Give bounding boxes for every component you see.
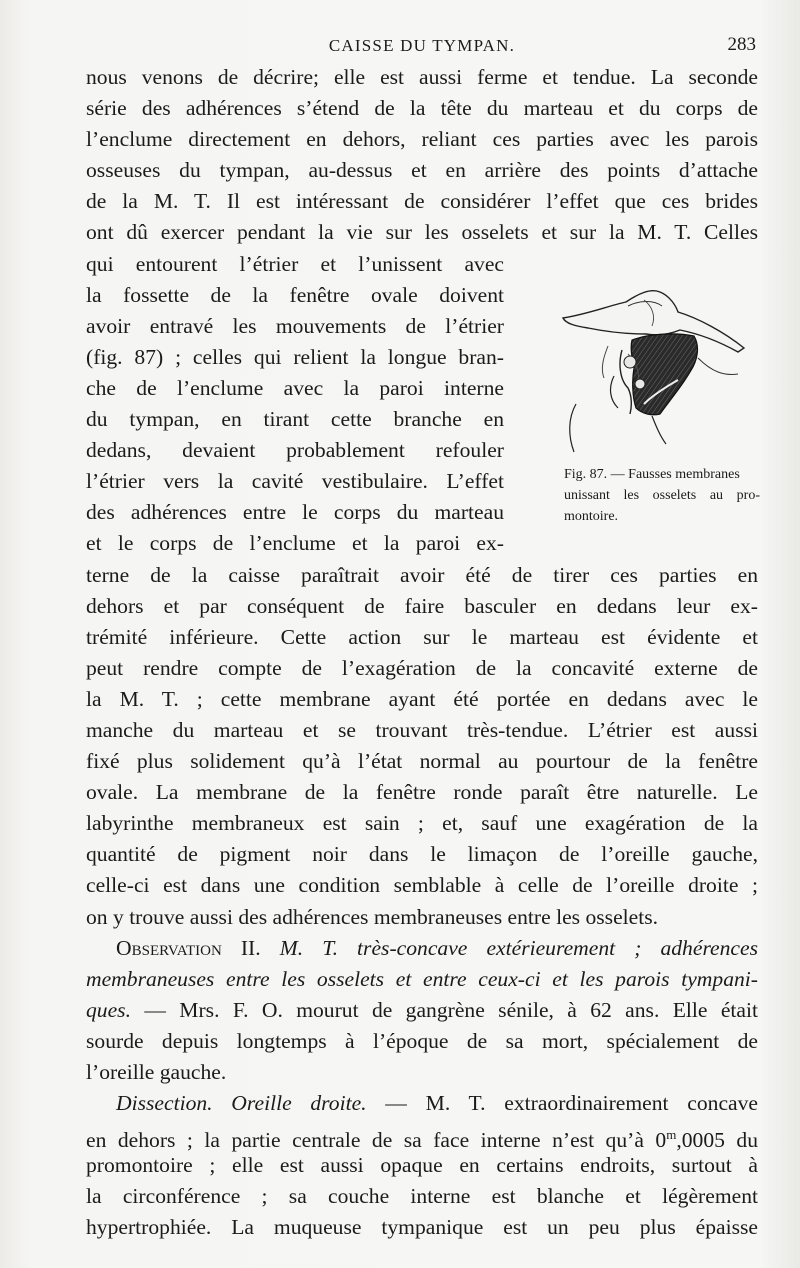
text-line: de la M. T. Il est intéressant de considérer l’effet que ces brides [86,189,758,214]
text-line: celle-ci est dans une condition semblable à celle de l’oreille droite ; [86,873,758,898]
text-line: on y trouve aussi des adhérences membraneuses entre les osselets. [86,904,659,929]
text-line: des adhérences entre le corps du marteau [86,500,504,525]
text-line: ont dû exercer pendant la vie sur les osselets et sur la M. T. Celles [86,220,758,245]
text-line: che de l’enclume avec la paroi interne [86,375,504,400]
text-line: l’étrier vers la cavité vestibulaire. L’effet [86,469,504,494]
text-line: dehors et par conséquent de faire basculer en dedans leur ex- [86,593,758,618]
text-line: avoir entravé les mouvements de l’étrier [86,313,504,338]
observation-line [86,995,758,1026]
observation-heading-line [86,933,758,964]
text-line: osseuses du tympan, au-dessus et en arrière des points d’attache [86,158,758,183]
caption-line: Fig. 87. — Fausses membranes [564,467,740,482]
observation-title-end: ques. [86,997,131,1022]
observation-heading: Observation II. [116,935,261,960]
text-line: la circonférence ; sa couche interne est blanche et légèrement [86,1184,758,1209]
caption-line: unissant les osselets au pro- [564,488,760,503]
text-line: nous venons de décrire; elle est aussi ferme et tendue. La seconde [86,65,758,89]
text-line: et le corps de l’enclume et la paroi ex- [86,531,504,556]
text-line: hypertrophiée. La muqueuse tympanique est un peu plus épaisse [86,1215,758,1240]
text-line: labyrinthe membraneux est sain ; et, sauf une exagération de la [86,811,758,836]
text-line: (fig. 87) ; celles qui relient la longue bran- [86,344,504,369]
dissection-label: Dissection. Oreille droite. [116,1091,367,1116]
text-line: série des adhérences s’étend de la tête du marteau et du corps de [86,96,758,121]
dissection-text: — M. T. extraordinairement concave [385,1091,758,1116]
observation-title-line [86,964,758,995]
text-line: l’enclume directement en dehors, reliant ces parties avec les parois [86,127,758,152]
text-line: l’oreille gauche. [86,1060,227,1084]
dissection-measure-pre: en dehors ; la partie centrale de sa face interne n’est qu’à 0 [86,1128,667,1153]
text-line: terne de la caisse paraîtrait avoir été de tirer ces parties en [86,562,758,587]
text-line: promontoire ; elle est aussi opaque en certains endroits, surtout à [86,1153,758,1178]
dissection-measure-line [86,1119,759,1153]
text-line: trémité inférieure. Cette action sur le marteau est évidente et [86,624,758,649]
text-line: fixé plus solidement qu’à l’état normal au pourtour de la fenêtre [86,749,758,774]
text-line: la fossette de la fenêtre ovale doivent [86,282,504,307]
page-number: 283 [727,34,756,55]
observation-title-continued: membraneuses entre les osselets et entre ceux-ci et les parois tympani- [86,966,758,991]
text-line: la M. T. ; cette membrane ayant été portée en dedans avec le [86,686,758,711]
dissection-measure-post: ,0005 du [676,1128,759,1153]
running-head [88,32,756,60]
dissection-line [86,1088,758,1119]
body-text [86,62,758,1244]
text-line: sourde depuis longtemps à l’époque de sa mort, spécialement de [86,1028,758,1053]
text-line: manche du marteau et se trouvant très-tendue. L’étrier est aussi [86,717,758,742]
text-line: ovale. La membrane de la fenêtre ronde paraît être naturelle. Le [86,780,758,805]
text-line: dedans, devaient probablement refouler [86,438,504,463]
running-title: CAISSE DU TYMPAN. [328,36,516,55]
text-line: quantité de pigment noir dans le limaçon de l’oreille gauche, [86,842,758,867]
caption-line: montoire. [564,509,619,524]
text-line: peut rendre compte de l’exagération de la concavité externe de [86,655,758,680]
text-line: qui entourent l’étrier et l’unissent avec [86,251,504,276]
observation-title: M. T. très-concave extérieurement ; adhérences [279,935,758,960]
text-line: du tympan, en tirant cette branche en [86,407,504,432]
dissection-measure-unit: m [666,1127,677,1143]
observation-text: — Mrs. F. O. mourut de gangrène sénile, à 62 ans. Elle était [144,997,758,1022]
